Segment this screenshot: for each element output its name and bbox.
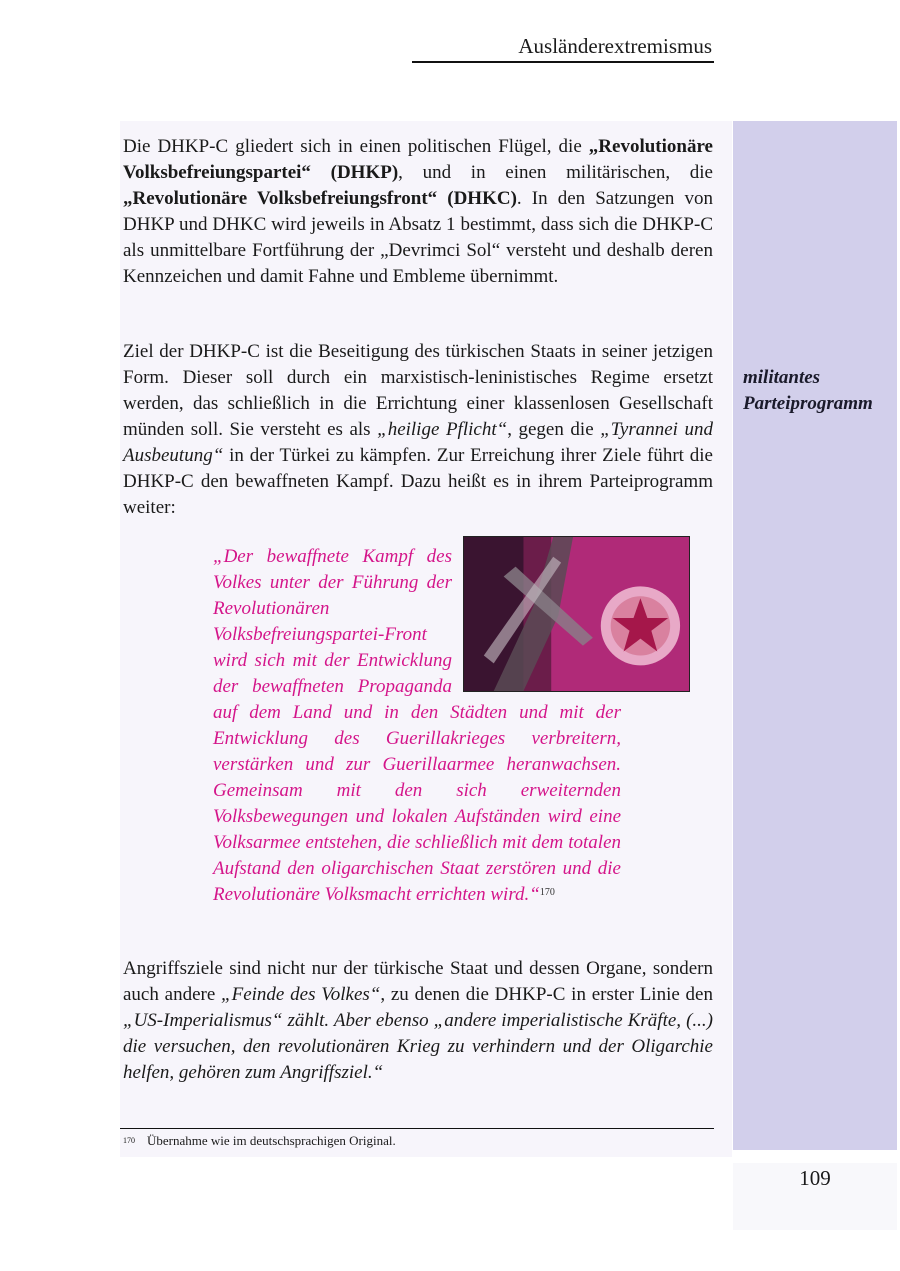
text-run: „US-Imperialismus“ zählt. Aber ebenso „andere imperialistische Kräfte, (...) die versuchen, den revolutionären Krieg zu verhindern und der Oligarchie helfen, gehören zum Angriffsziel.“ (123, 1010, 713, 1083)
margin-sidebar (733, 121, 897, 1150)
margin-note: militantes Parteiprogramm (743, 367, 873, 414)
text-run: , gegen die (507, 419, 601, 440)
paragraph-1 (123, 134, 713, 290)
paragraph-2 (123, 339, 713, 521)
text-run: Ziel der DHKP-C ist die Beseitigung des türkischen Staats in seiner jetzigen Form. Dieser soll durch ein marxistisch-leninistisches Regime ersetzt werden, das schließlich in die Errichtung einer klassenlosen Gesellschaft münden soll. Sie versteht es als (123, 341, 713, 440)
text-run: „Feinde des Volkes“ (221, 984, 381, 1005)
text-run: , und in einen militärischen, die (398, 162, 713, 183)
text-run: Angriffsziele sind nicht nur der türkische Staat und dessen Organe, sondern auch andere (123, 958, 713, 1005)
quote-footnote-ref: 170 (539, 887, 555, 898)
text-run: „heilige Pflicht“ (377, 419, 508, 440)
text-run: „Revolutionäre Volksbefreiungspartei“ (DHKP) (123, 136, 713, 183)
text-run: , zu denen die DHKP-C in erster Linie den (380, 984, 713, 1005)
text-run: „Tyrannei und Ausbeutung“ (123, 419, 714, 466)
running-head-title: Ausländerextremismus (518, 34, 712, 58)
footnote (123, 1133, 396, 1149)
text-run: „Revolutionäre Volksbefreiungsfront“ (DHKC) (123, 188, 517, 209)
text-run: in der Türkei zu kämpfen. Zur Erreichung ihrer Ziele führt die DHKP-C den bewaffneten Kampf. Dazu heißt es in ihrem Parteiprogramm weiter: (123, 445, 713, 518)
footnote-number: 170 (123, 1136, 135, 1145)
text-run: . In den Satzungen von DHKP und DHKC wird jeweils in Absatz 1 bestimmt, dass sich die DHKP-C als unmittelbare Fortführung der „Devrimci Sol“ versteht und deshalb deren Kennzeichen und damit Fahne und Embleme übernimmt. (123, 188, 713, 287)
footnote-text: Übernahme wie im deutschsprachigen Original. (147, 1133, 396, 1148)
page-header (412, 32, 714, 63)
footnote-rule (120, 1128, 714, 1129)
program-quote (213, 544, 621, 908)
quote-text: „Der bewaffnete Kampf des Volkes unter der Führung der Revolutionären Volksbefreiungspartei-Front wird sich mit der Entwicklung der bewaffneten Propaganda auf dem Land und in den Städten und mit der Entwicklung des Guerillakrieges verbreitern, verstärken und zur Guerillaarmee heranwachsen. Gemeinsam mit den sich erweiternden Volksbewegungen und lokalen Aufständen wird eine Volksarmee entstehen, die schließlich mit dem totalen Aufstand den oligarchischen Staat zerstören und die Revolutionäre Volksmacht errichten wird.“ (213, 546, 621, 905)
paragraph-3 (123, 956, 713, 1086)
flag-image (464, 537, 689, 691)
flag-photo (463, 536, 690, 692)
page-number: 109 (799, 1166, 831, 1190)
text-run: Die DHKP-C gliedert sich in einen politischen Flügel, die (123, 136, 589, 157)
